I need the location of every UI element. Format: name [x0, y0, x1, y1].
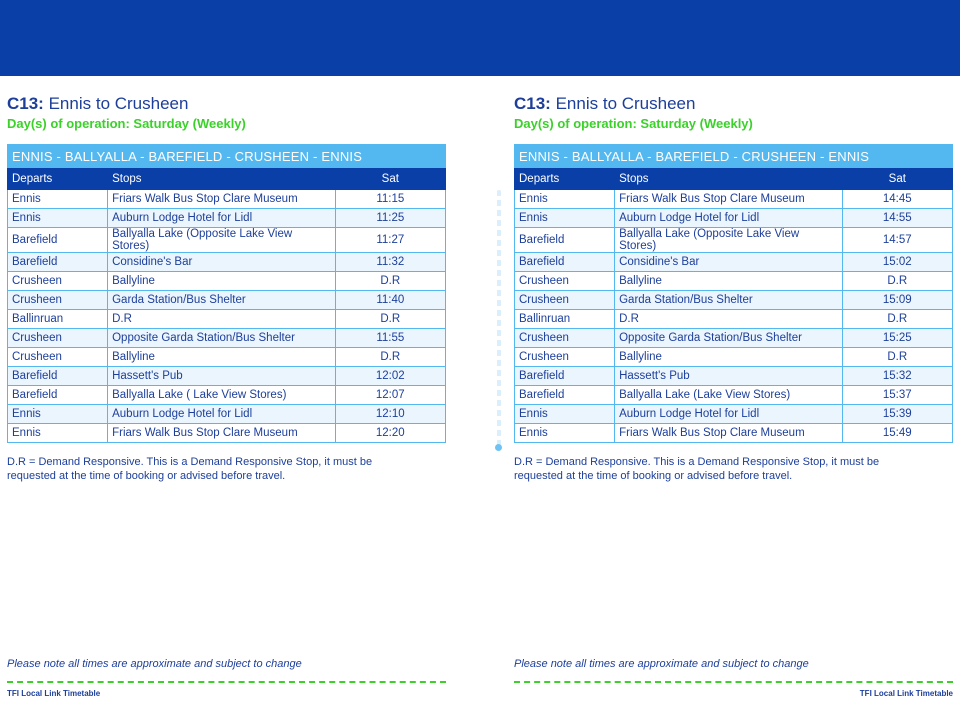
footer-brand: TFI Local Link Timetable [7, 689, 101, 698]
departs-cell: Crusheen [8, 329, 108, 348]
stop-cell: D.R [615, 310, 842, 329]
departs-cell: Ennis [8, 190, 108, 209]
departs-cell: Ennis [515, 209, 615, 228]
spine-track [497, 190, 501, 445]
table-row [515, 228, 953, 253]
time-cell: D.R [842, 272, 952, 291]
stop-cell: Friars Walk Bus Stop Clare Museum [615, 190, 842, 209]
table-row [8, 291, 446, 310]
footer-brand: TFI Local Link Timetable [859, 689, 953, 698]
departs-cell: Barefield [8, 228, 108, 253]
table-row [8, 367, 446, 386]
table-row [8, 329, 446, 348]
time-cell: 12:02 [335, 367, 445, 386]
time-cell: 11:55 [335, 329, 445, 348]
stop-cell: Friars Walk Bus Stop Clare Museum [108, 424, 335, 443]
table-row [515, 190, 953, 209]
time-cell: 11:32 [335, 253, 445, 272]
column-header-stops: Stops [615, 168, 842, 190]
dashed-divider [7, 681, 446, 683]
route-title [7, 94, 453, 114]
departs-cell: Barefield [515, 228, 615, 253]
header-bar [0, 0, 960, 76]
time-cell: 14:55 [842, 209, 952, 228]
column-header-row [515, 168, 953, 190]
column-header-row [8, 168, 446, 190]
departs-cell: Barefield [8, 386, 108, 405]
page-spine [494, 190, 504, 450]
table-row [515, 272, 953, 291]
column-header-departs: Departs [515, 168, 615, 190]
time-cell: 11:40 [335, 291, 445, 310]
column-header-stops: Stops [108, 168, 335, 190]
table-row [8, 228, 446, 253]
table-row [8, 386, 446, 405]
time-cell: 12:07 [335, 386, 445, 405]
route-code: C13: [514, 94, 551, 113]
stop-cell: Ballyalla Lake (Lake View Stores) [615, 386, 842, 405]
time-cell: 15:39 [842, 405, 952, 424]
time-cell: 15:09 [842, 291, 952, 310]
table-row [8, 348, 446, 367]
route-name: Ennis to Crusheen [48, 94, 189, 113]
column-header-sat: Sat [335, 168, 445, 190]
timetable-page-2 [514, 76, 960, 698]
time-cell: 15:02 [842, 253, 952, 272]
departs-cell: Crusheen [515, 272, 615, 291]
table-row [515, 386, 953, 405]
table-row [8, 190, 446, 209]
stop-cell: Garda Station/Bus Shelter [108, 291, 335, 310]
demand-responsive-note: D.R = Demand Responsive. This is a Demand Responsive Stop, it must be requested at the time of booking or advised before travel. [7, 456, 373, 482]
time-cell: D.R [842, 348, 952, 367]
table-row [8, 310, 446, 329]
approximate-times-note: Please note all times are approximate and subject to change [514, 658, 809, 670]
column-header-sat: Sat [842, 168, 952, 190]
spine-dot [495, 444, 502, 451]
departs-cell: Ennis [8, 209, 108, 228]
stop-cell: Hassett's Pub [615, 367, 842, 386]
stop-cell: Auburn Lodge Hotel for Lidl [108, 405, 335, 424]
stop-cell: Auburn Lodge Hotel for Lidl [108, 209, 335, 228]
departs-cell: Barefield [8, 253, 108, 272]
departs-cell: Ennis [8, 405, 108, 424]
stop-cell: Opposite Garda Station/Bus Shelter [615, 329, 842, 348]
table-row [515, 310, 953, 329]
stop-cell: Considine's Bar [615, 253, 842, 272]
stop-cell: Friars Walk Bus Stop Clare Museum [108, 190, 335, 209]
table-row [515, 329, 953, 348]
route-name: Ennis to Crusheen [555, 94, 696, 113]
departs-cell: Crusheen [8, 348, 108, 367]
departs-cell: Crusheen [8, 291, 108, 310]
stop-cell: Auburn Lodge Hotel for Lidl [615, 209, 842, 228]
departs-cell: Ballinruan [8, 310, 108, 329]
stop-cell: Ballyline [108, 348, 335, 367]
approximate-times-note: Please note all times are approximate and subject to change [7, 658, 302, 670]
time-cell: 12:20 [335, 424, 445, 443]
stop-cell: Ballyline [108, 272, 335, 291]
stop-cell: Garda Station/Bus Shelter [615, 291, 842, 310]
table-row [8, 253, 446, 272]
departs-cell: Crusheen [515, 329, 615, 348]
table-row [8, 272, 446, 291]
table-row [515, 424, 953, 443]
route-header-row [8, 145, 446, 168]
departs-cell: Barefield [515, 386, 615, 405]
time-cell: 11:25 [335, 209, 445, 228]
days-of-operation: Day(s) of operation: Saturday (Weekly) [514, 116, 753, 131]
stop-cell: Opposite Garda Station/Bus Shelter [108, 329, 335, 348]
time-cell: 14:57 [842, 228, 952, 253]
timetable [7, 144, 446, 443]
departs-cell: Ennis [515, 405, 615, 424]
stop-cell: D.R [108, 310, 335, 329]
departs-cell: Ennis [515, 424, 615, 443]
time-cell: D.R [335, 272, 445, 291]
table-row [515, 253, 953, 272]
departs-cell: Ennis [8, 424, 108, 443]
stop-cell: Ballyline [615, 348, 842, 367]
stop-cell: Ballyline [615, 272, 842, 291]
stop-cell: Ballyalla Lake (Opposite Lake View Stores) [615, 228, 842, 253]
table-row [515, 209, 953, 228]
table-row [8, 405, 446, 424]
stop-cell: Auburn Lodge Hotel for Lidl [615, 405, 842, 424]
time-cell: 14:45 [842, 190, 952, 209]
departs-cell: Crusheen [515, 291, 615, 310]
departs-cell: Barefield [515, 367, 615, 386]
time-cell: 11:15 [335, 190, 445, 209]
departs-cell: Crusheen [8, 272, 108, 291]
table-row [515, 348, 953, 367]
departs-cell: Crusheen [515, 348, 615, 367]
stop-cell: Ballyalla Lake (Opposite Lake View Stores) [108, 228, 335, 253]
stop-cell: Friars Walk Bus Stop Clare Museum [615, 424, 842, 443]
stop-cell: Ballyalla Lake ( Lake View Stores) [108, 386, 335, 405]
route-header: ENNIS - BALLYALLA - BAREFIELD - CRUSHEEN - ENNIS [515, 145, 953, 168]
table-row [8, 209, 446, 228]
time-cell: D.R [335, 348, 445, 367]
table-row [515, 405, 953, 424]
days-of-operation: Day(s) of operation: Saturday (Weekly) [7, 116, 246, 131]
table-row [8, 424, 446, 443]
dashed-divider [514, 681, 953, 683]
departs-cell: Barefield [8, 367, 108, 386]
stop-cell: Considine's Bar [108, 253, 335, 272]
table-row [515, 291, 953, 310]
route-code: C13: [7, 94, 44, 113]
time-cell: 15:37 [842, 386, 952, 405]
route-header-row [515, 145, 953, 168]
stop-cell: Hassett's Pub [108, 367, 335, 386]
route-header: ENNIS - BALLYALLA - BAREFIELD - CRUSHEEN - ENNIS [8, 145, 446, 168]
time-cell: D.R [335, 310, 445, 329]
time-cell: 15:32 [842, 367, 952, 386]
table-row [515, 367, 953, 386]
time-cell: 15:49 [842, 424, 952, 443]
time-cell: D.R [842, 310, 952, 329]
time-cell: 12:10 [335, 405, 445, 424]
timetable-page-1 [7, 76, 453, 698]
demand-responsive-note: D.R = Demand Responsive. This is a Demand Responsive Stop, it must be requested at the time of booking or advised before travel. [514, 456, 880, 482]
timetable [514, 144, 953, 443]
departs-cell: Ballinruan [515, 310, 615, 329]
time-cell: 11:27 [335, 228, 445, 253]
column-header-departs: Departs [8, 168, 108, 190]
departs-cell: Ennis [515, 190, 615, 209]
departs-cell: Barefield [515, 253, 615, 272]
time-cell: 15:25 [842, 329, 952, 348]
route-title [514, 94, 960, 114]
